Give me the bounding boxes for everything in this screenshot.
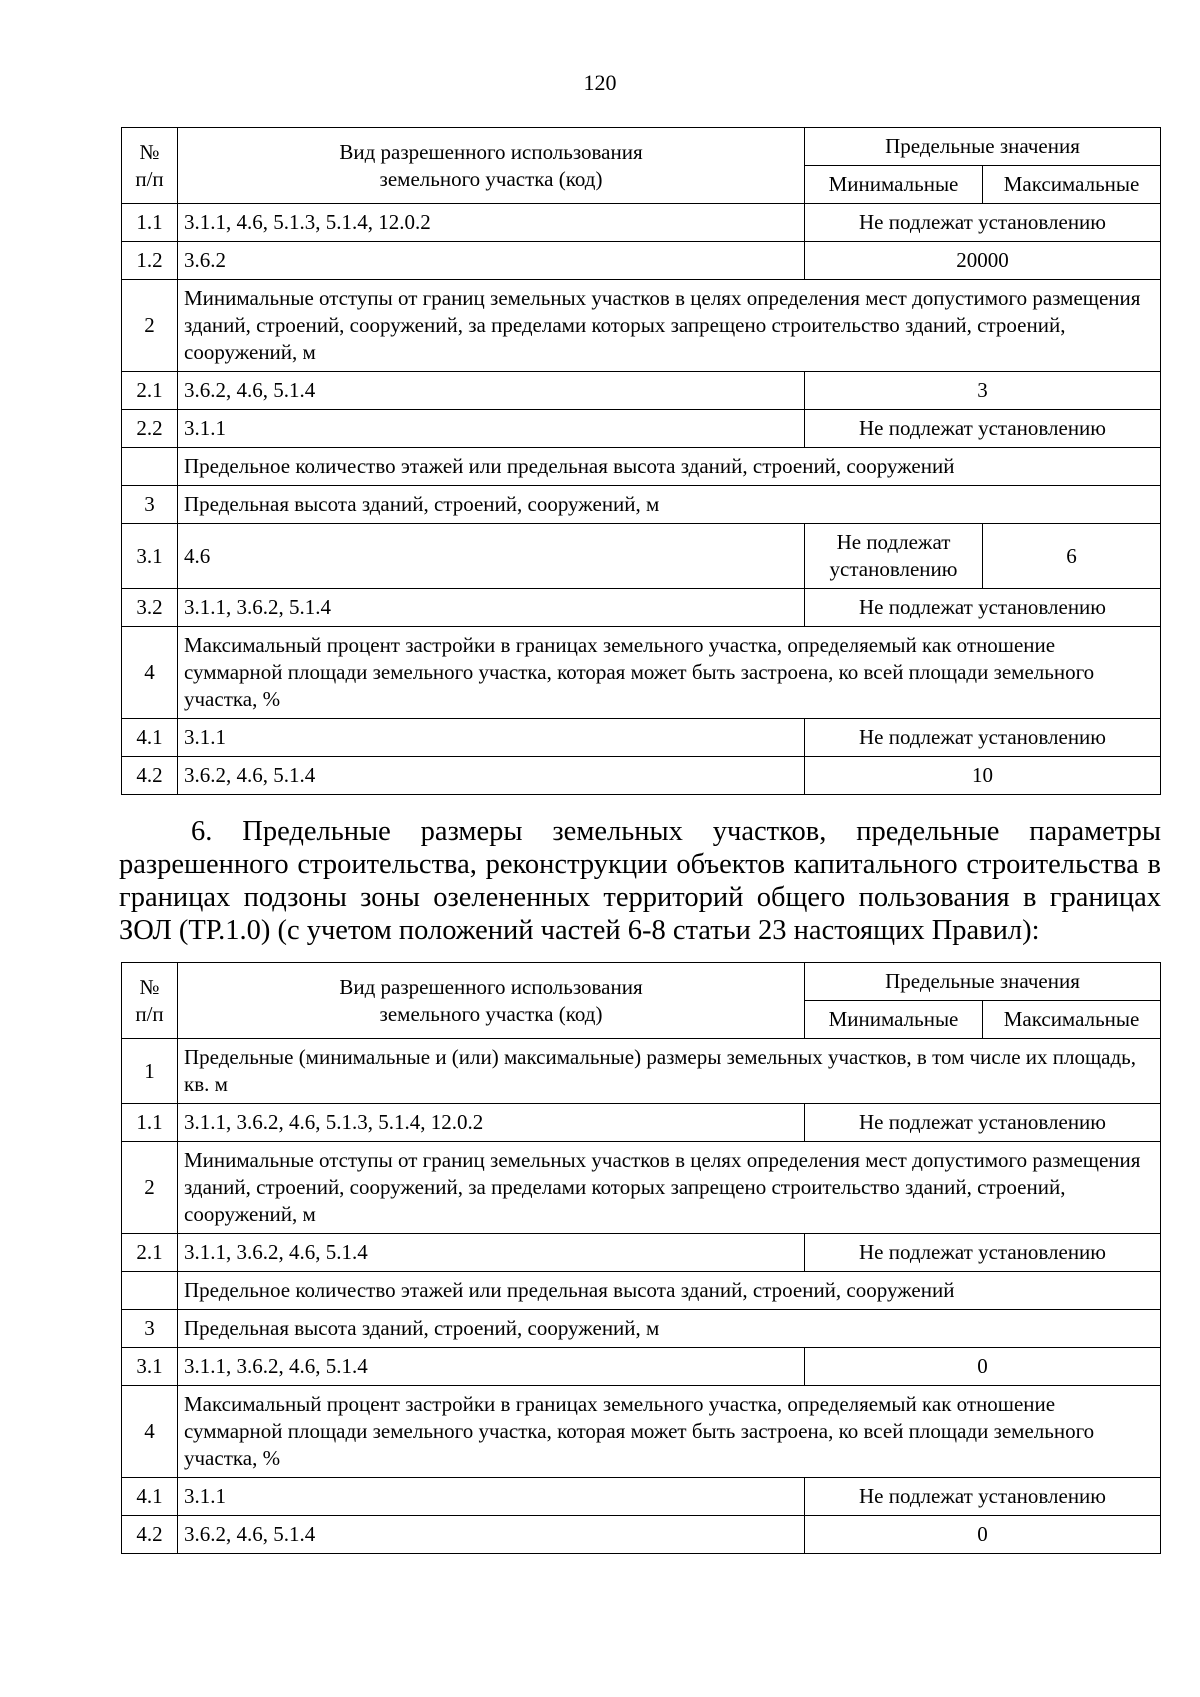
row-number: 1.1: [122, 1104, 178, 1142]
row-number: 4.1: [122, 719, 178, 757]
row-codes: 3.1.1, 3.6.2, 4.6, 5.1.4: [178, 1234, 805, 1272]
row-number: 1.1: [122, 204, 178, 242]
row-section-text: Предельное количество этажей или предельная высота зданий, строений, сооружений: [178, 1272, 1161, 1310]
row-number: 2.1: [122, 372, 178, 410]
row-number: 4.1: [122, 1478, 178, 1516]
row-section-text: Предельное количество этажей или предельная высота зданий, строений, сооружений: [178, 448, 1161, 486]
row-number: 4: [122, 1386, 178, 1478]
row-section-text: Минимальные отступы от границ земельных участков в целях определения мест допустимого размещения зданий, строений, сооружений, за пределами которых запрещено строительство зданий, строений, сооружений, м: [178, 280, 1161, 372]
header-max: Максимальные: [983, 1001, 1161, 1039]
row-codes: 3.1.1, 4.6, 5.1.3, 5.1.4, 12.0.2: [178, 204, 805, 242]
header-limits: Предельные значения: [805, 128, 1161, 166]
table-row: [122, 1310, 1161, 1348]
row-max-value: 6: [983, 524, 1161, 589]
row-value: 10: [805, 757, 1161, 795]
header-num: № п/п: [122, 963, 178, 1039]
row-codes: 4.6: [178, 524, 805, 589]
row-number: 3.2: [122, 589, 178, 627]
row-value: Не подлежат установлению: [805, 1478, 1161, 1516]
row-codes: 3.6.2, 4.6, 5.1.4: [178, 757, 805, 795]
table-row: [122, 1386, 1161, 1478]
limits-table-2: [121, 962, 1161, 1554]
row-value: Не подлежат установлению: [805, 204, 1161, 242]
row-number: 3: [122, 486, 178, 524]
table-row: [122, 280, 1161, 372]
table-row: [122, 1272, 1161, 1310]
section-6-paragraph: 6. Предельные размеры земельных участков, предельные параметры разрешенного строительства, реконструкции объектов капитального строительства в границах подзоны зоны озелененных территорий общего пользования в границах ЗОЛ (ТР.1.0) (с учетом положений частей 6-8 статьи 23 настоящих Правил):: [119, 816, 1161, 946]
row-number: 1.2: [122, 242, 178, 280]
row-number: 2: [122, 280, 178, 372]
table-row: [122, 1478, 1161, 1516]
header-min: Минимальные: [805, 166, 983, 204]
limits-table-1: [121, 127, 1161, 795]
header-max: Максимальные: [983, 166, 1161, 204]
row-codes: 3.1.1, 3.6.2, 5.1.4: [178, 589, 805, 627]
row-number: 2.2: [122, 410, 178, 448]
table-row: [122, 410, 1161, 448]
row-number: 3: [122, 1310, 178, 1348]
row-number: 3.1: [122, 524, 178, 589]
row-section-text: Минимальные отступы от границ земельных участков в целях определения мест допустимого размещения зданий, строений, сооружений, за пределами которых запрещено строительство зданий, строений, сооружений, м: [178, 1142, 1161, 1234]
row-value: Не подлежат установлению: [805, 589, 1161, 627]
row-number: 2: [122, 1142, 178, 1234]
row-value: Не подлежат установлению: [805, 1234, 1161, 1272]
table-row: [122, 372, 1161, 410]
table-row: [122, 627, 1161, 719]
table-row: [122, 486, 1161, 524]
row-value: Не подлежат установлению: [805, 410, 1161, 448]
row-value: 0: [805, 1516, 1161, 1554]
table-row: [122, 1142, 1161, 1234]
row-number: 4: [122, 627, 178, 719]
table-row: [122, 719, 1161, 757]
row-value: 0: [805, 1348, 1161, 1386]
row-codes: 3.6.2, 4.6, 5.1.4: [178, 372, 805, 410]
row-number: 2.1: [122, 1234, 178, 1272]
table-row: [122, 1104, 1161, 1142]
row-codes: 3.6.2, 4.6, 5.1.4: [178, 1516, 805, 1554]
row-value: 20000: [805, 242, 1161, 280]
row-codes: 3.1.1: [178, 719, 805, 757]
row-section-text: Предельная высота зданий, строений, сооружений, м: [178, 1310, 1161, 1348]
row-value: Не подлежат установлению: [805, 1104, 1161, 1142]
table-row: [122, 589, 1161, 627]
table-row: [122, 448, 1161, 486]
table-row: [122, 242, 1161, 280]
row-section-text: Максимальный процент застройки в границах земельного участка, определяемый как отношение суммарной площади земельного участка, которая может быть застроена, ко всей площади земельного участка, %: [178, 1386, 1161, 1478]
row-value: 3: [805, 372, 1161, 410]
row-number: 4.2: [122, 757, 178, 795]
header-kind: Вид разрешенного использования земельного участка (код): [178, 963, 805, 1039]
row-number: 4.2: [122, 1516, 178, 1554]
row-value: Не подлежат установлению: [805, 719, 1161, 757]
row-section-text: Максимальный процент застройки в границах земельного участка, определяемый как отношение суммарной площади земельного участка, которая может быть застроена, ко всей площади земельного участка, %: [178, 627, 1161, 719]
table-row: [122, 524, 1161, 589]
row-codes: 3.1.1: [178, 1478, 805, 1516]
row-codes: 3.1.1, 3.6.2, 4.6, 5.1.4: [178, 1348, 805, 1386]
row-number: 3.1: [122, 1348, 178, 1386]
table-row: [122, 1348, 1161, 1386]
table-row: [122, 204, 1161, 242]
row-number-empty: [122, 448, 178, 486]
table-row: [122, 1039, 1161, 1104]
row-number: 1: [122, 1039, 178, 1104]
table-row: [122, 1516, 1161, 1554]
row-section-text: Предельные (минимальные и (или) максимальные) размеры земельных участков, в том числе их площадь, кв. м: [178, 1039, 1161, 1104]
row-codes: 3.6.2: [178, 242, 805, 280]
table-row: [122, 757, 1161, 795]
page-number: 120: [583, 70, 617, 95]
row-min-value: Не подлежат установлению: [805, 524, 983, 589]
row-number-empty: [122, 1272, 178, 1310]
table-row: [122, 1234, 1161, 1272]
header-limits: Предельные значения: [805, 963, 1161, 1001]
header-kind: Вид разрешенного использования земельного участка (код): [178, 128, 805, 204]
row-codes: 3.1.1, 3.6.2, 4.6, 5.1.3, 5.1.4, 12.0.2: [178, 1104, 805, 1142]
header-num: № п/п: [122, 128, 178, 204]
row-codes: 3.1.1: [178, 410, 805, 448]
row-section-text: Предельная высота зданий, строений, сооружений, м: [178, 486, 1161, 524]
header-min: Минимальные: [805, 1001, 983, 1039]
